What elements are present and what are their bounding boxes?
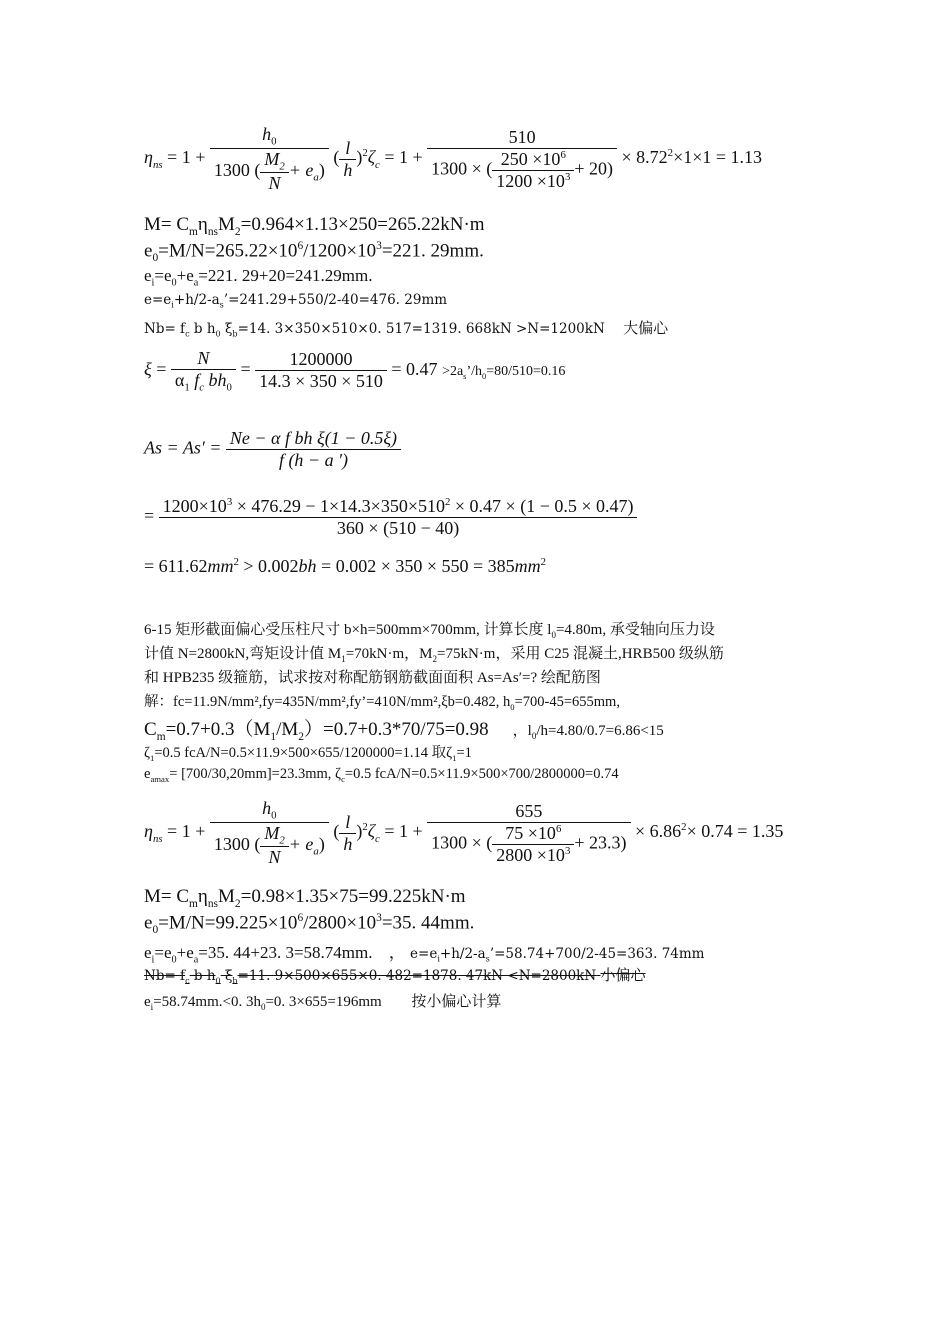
e02-sub: 0 xyxy=(152,924,159,937)
ei-mid: =e xyxy=(154,266,172,285)
xi-cmp-tail: ’/h xyxy=(466,363,482,379)
xi-fraction-2 xyxy=(255,349,387,392)
problem-p4-sub: 0 xyxy=(510,701,515,712)
nb-sub-b: b xyxy=(232,328,238,339)
problem-p7-tail2: =0.5 fcA/N=0.5×11.9×500×700/2800000=0.74 xyxy=(344,766,619,782)
problem-line-6 xyxy=(144,741,472,763)
xi-f2-den: 14.3 × 350 × 510 xyxy=(255,370,387,392)
nb-note: 大偏心 xyxy=(623,319,669,337)
e0-sup2: 3 xyxy=(376,240,382,252)
eq2-one-plus: = 1 + xyxy=(167,821,206,842)
problem-p6-sub: 1 xyxy=(150,752,155,763)
as-line3-mm: mm xyxy=(207,556,234,576)
eq2-frac-num: h xyxy=(262,798,272,818)
problem-p5-sub3: 2 xyxy=(298,730,304,743)
eq2-fraction-h0 xyxy=(210,798,329,868)
as-equation xyxy=(144,428,401,471)
nb2-sub-c: c xyxy=(185,975,190,986)
fraction-510 xyxy=(427,127,617,192)
l-num: l xyxy=(345,137,351,158)
numeric-inner-fraction xyxy=(492,149,574,192)
problem-p7: e xyxy=(144,766,151,782)
e-line-pre: e=e xyxy=(144,292,172,308)
eq2-inner-fraction-m-n xyxy=(260,823,288,869)
e2-mid: +h/2-a xyxy=(439,946,486,962)
eq2-frac-den-c: ) xyxy=(318,833,325,854)
xi-f1-den: α xyxy=(174,370,185,390)
e-line-2 xyxy=(410,946,704,962)
e0-pre: e xyxy=(144,240,153,262)
eq2-inner-den: N xyxy=(260,846,288,868)
fraction-h0-over-1300 xyxy=(210,124,329,194)
e-line-tail: ’=241.29+550/2-40=476. 29mm xyxy=(223,292,448,308)
inner-num-2: 250 ×10 xyxy=(500,148,561,169)
eq-one-plus-2: = 1 + xyxy=(384,147,423,168)
as-line3-b: > 0.002 xyxy=(238,556,299,576)
m-eta-sub: ns xyxy=(207,225,218,238)
eq2-frac-den-a: 1300 ( xyxy=(213,833,261,854)
frac-den-b-sub: a xyxy=(313,171,319,184)
problem-p5-mid: =0.7+0.3（M xyxy=(165,719,271,740)
last-sub-i: i xyxy=(150,1002,154,1012)
nb-line-1 xyxy=(144,317,668,339)
xi-equation xyxy=(144,348,565,394)
as-line3-bh: bh xyxy=(298,556,317,576)
as-line2-num-c: × 0.47 × (1 − 0.5 × 0.47) xyxy=(450,496,634,516)
problem-line-4 xyxy=(144,690,620,712)
ei2-mid-sub: 0 xyxy=(171,954,177,966)
problem-p4: 解：fc=11.9N/mm²,fy=435N/mm²,fy’=410N/mm²,ξb=0.482, h xyxy=(144,694,511,710)
e2-tail: ’=58.74+700/2-45=363. 74mm xyxy=(489,946,705,962)
as-line2-eq: = xyxy=(144,505,155,526)
ei-line-1 xyxy=(144,266,373,288)
last-tail: =58.74mm.<0. 3h xyxy=(153,994,261,1010)
last-sub: 0 xyxy=(260,1002,266,1012)
xi-result: = 0.47 xyxy=(391,358,438,379)
e2-mid-sub: s xyxy=(485,953,490,964)
nb-sub-0: 0 xyxy=(215,328,221,339)
xi-compare xyxy=(442,364,565,379)
eq2-inner-num-sub: 2 xyxy=(279,834,285,847)
as-line2-fraction xyxy=(159,496,638,539)
eta-equation-2 xyxy=(144,798,783,868)
m-line-sub: m xyxy=(189,225,198,238)
last-tail2: =0. 3×655=196mm xyxy=(265,994,382,1010)
eq2-numeric-den-b: + 23.3) xyxy=(574,832,627,853)
numeric-den-a: 1300 × ( xyxy=(431,158,493,179)
xi-f1-den-f-sub: c xyxy=(199,381,205,394)
eq2-fraction-l-over-h xyxy=(339,812,356,855)
nb-b: b h xyxy=(189,321,216,337)
eq2-inner-num-2-sup: 6 xyxy=(555,822,562,835)
eq-one-plus: = 1 + xyxy=(167,147,206,168)
frac-den-b: + e xyxy=(288,159,314,180)
last-pre: e xyxy=(144,994,151,1010)
eta-subscript: ns xyxy=(152,158,163,171)
problem-p1-tail: =4.80m, 承受轴向压力设 xyxy=(555,622,715,638)
inner-den-2-sup: 3 xyxy=(564,170,571,183)
as-den: f (h − a ′) xyxy=(226,449,401,471)
problem-p2-mid: =70kN·m，M xyxy=(345,646,433,662)
m-eta: η xyxy=(197,214,208,235)
as-line2-num-sup: 3 xyxy=(226,496,233,508)
nb-tail: =14. 3×350×510×0. 517=1319. 668kN >N=1200kN xyxy=(237,321,605,337)
eq2-inner-den-2-sup: 3 xyxy=(564,844,571,857)
problem-p7-sub: a xyxy=(150,773,155,784)
problem-p5: C xyxy=(144,719,157,740)
eta-symbol: η xyxy=(144,147,153,168)
frac-den-c: ) xyxy=(318,159,325,180)
eta-equation-1 xyxy=(144,124,762,194)
ei2-sub: i xyxy=(151,954,155,966)
fraction-l-over-h xyxy=(339,138,356,181)
e02-sup2: 3 xyxy=(376,912,382,924)
m2-tail: =0.98×1.35×75=99.225kN·m xyxy=(240,886,466,907)
m2-sub: m xyxy=(189,897,198,910)
e0-line-1 xyxy=(144,240,484,264)
zeta-symbol: ζ xyxy=(367,147,376,168)
xi-eq-2: = xyxy=(240,358,251,379)
eq2-numeric-num: 655 xyxy=(515,800,543,821)
xi-f1-num: N xyxy=(197,348,210,368)
m2-pre: M= C xyxy=(144,886,190,907)
ei-plus: +e xyxy=(176,266,194,285)
problem-p5-mid2: /M xyxy=(276,719,299,740)
square-sup: 2 xyxy=(362,147,368,160)
m-line-2 xyxy=(144,886,466,910)
nb2-sub-b: b xyxy=(232,975,238,986)
eta2-subscript: ns xyxy=(152,832,163,845)
e-line-1 xyxy=(144,292,447,310)
as-fraction xyxy=(226,428,401,471)
problem-p6-sub2: 1 xyxy=(452,752,457,763)
eq2-inner-num-2: 75 ×10 xyxy=(505,822,556,843)
problem-line-3 xyxy=(144,666,601,687)
ei-pre: e xyxy=(144,266,152,285)
ei2-mid: =e xyxy=(154,943,172,962)
ei-mid-sub: 0 xyxy=(171,277,177,289)
as-line2-num-b: × 476.29 − 1×14.3×350×510 xyxy=(232,496,445,516)
eq2-one-plus-2: = 1 + xyxy=(384,821,423,842)
ei-plus-sub: a xyxy=(193,277,199,289)
eq-tail-sup: 2 xyxy=(667,147,674,160)
e0-line-2 xyxy=(144,912,474,936)
m-line-pre: M= C xyxy=(144,214,190,235)
problem-line-2 xyxy=(144,642,724,664)
nb-xi: ξ xyxy=(220,321,233,337)
eq2-tail-end: × 0.74 = 1.35 xyxy=(686,821,784,842)
zeta-sub: c xyxy=(375,158,380,171)
eta2-symbol: η xyxy=(144,821,153,842)
problem-p1: 6-15 矩形截面偏心受压柱尺寸 b×h=500mm×700mm, 计算长度 l xyxy=(144,622,552,638)
eq2-l-num: l xyxy=(345,811,351,832)
problem-p4-tail: =700-45=655mm, xyxy=(514,694,620,710)
inner-num: M xyxy=(264,148,280,169)
numeric-den-b: + 20) xyxy=(574,158,613,179)
problem-p7-tail: = [700/30,20mm]=23.3mm, ζ xyxy=(169,766,342,782)
eq-tail-end: ×1×1 = 1.13 xyxy=(673,147,763,168)
problem-line-7 xyxy=(144,766,619,784)
frac-num-sub: 0 xyxy=(271,135,277,148)
xi-f1-den-bh: bh xyxy=(208,370,227,390)
nb2-sub-0: 0 xyxy=(215,975,221,986)
problem-p5-comma: ，l xyxy=(512,723,532,739)
frac-den-a: 1300 ( xyxy=(213,159,261,180)
eq2-paren-open: ( xyxy=(333,821,340,842)
eq2-h-den: h xyxy=(339,833,356,855)
e-line-mid: +h/2-a xyxy=(173,292,220,308)
problem-p5-sub4: 0 xyxy=(531,731,537,741)
e02-tail3: =35. 44mm. xyxy=(381,912,475,934)
paren-close: ) xyxy=(356,147,363,168)
problem-p2-tail: =75kN·m，采用 C25 混凝土,HRB500 级纵筋 xyxy=(437,646,724,662)
xi-symbol: ξ xyxy=(144,358,152,379)
last-note: 按小偏心计算 xyxy=(411,994,502,1010)
e0-tail2: /1200×10 xyxy=(303,240,377,262)
ei2-plus-sub: a xyxy=(193,954,199,966)
xi-cmp-sub: s xyxy=(463,371,467,381)
ei2-plus: +e xyxy=(176,943,194,962)
m2-rest: M xyxy=(218,886,235,907)
as-line3-sup2: 2 xyxy=(540,556,547,568)
problem-line-5 xyxy=(144,714,664,743)
as-line3-c: = 0.002 × 350 × 550 = 385 xyxy=(316,556,515,576)
eq2-frac-den-b-sub: a xyxy=(313,845,319,858)
inner-num-2-sup: 6 xyxy=(560,148,566,161)
eq2-tail: × 6.86 xyxy=(635,821,682,842)
ei2-comma: ， xyxy=(388,943,406,962)
as-line3-a: = 611.62 xyxy=(144,556,208,576)
e-line-mid-sub: s xyxy=(219,299,224,310)
inner-den-2: 1200 ×10 xyxy=(496,170,565,191)
problem-p7-sub2: max xyxy=(154,773,170,784)
problem-p5-tail2: /h=4.80/0.7=6.86<15 xyxy=(536,723,664,739)
problem-p7-sub3: c xyxy=(341,773,345,784)
m-tail: =0.964×1.13×250=265.22kN·m xyxy=(240,214,485,235)
as-line2-den: 360 × (510 − 40) xyxy=(159,517,638,539)
inner-num-sub: 2 xyxy=(279,160,285,173)
nb2-pre: Nb= f xyxy=(144,968,186,984)
xi-f2-num: 1200000 xyxy=(289,349,353,370)
problem-p1-sub: 0 xyxy=(551,630,556,640)
problem-p5-sub: m xyxy=(156,730,166,743)
xi-f1-den-f: f xyxy=(194,370,200,390)
ei2-pre: e xyxy=(144,943,152,962)
e0-sup: 6 xyxy=(297,240,304,252)
problem-p6-tail: =0.5 fcA/N=0.5×11.9×500×655/1200000=1.14 取ζ xyxy=(154,745,453,761)
m2-eta: η xyxy=(197,886,208,907)
e2-sub: i xyxy=(437,953,440,964)
e02-tail: =M/N=99.225×10 xyxy=(158,912,298,934)
e2-pre: e=e xyxy=(410,946,438,962)
e02-sup: 6 xyxy=(297,912,304,924)
eq-tail: × 8.72 xyxy=(621,147,668,168)
xi-f1-den-bh-sub: 0 xyxy=(226,381,232,394)
as-line2-num-a: 1200×10 xyxy=(162,496,227,516)
m-rest: M xyxy=(218,214,235,235)
nb2-tail: =11. 9×500×655×0. 482=1878. 47kN <N=2800kN xyxy=(237,968,597,984)
m2-eta-sub: ns xyxy=(207,897,218,910)
as-lhs: As = As′ = xyxy=(144,437,222,458)
eq2-paren-close: ) xyxy=(356,821,363,842)
last-line xyxy=(144,990,501,1012)
xi-eq: = xyxy=(156,358,167,379)
eq2-zeta-sub: c xyxy=(375,832,380,845)
m2-rest-sub: 2 xyxy=(234,897,241,910)
as-equation-line-3 xyxy=(144,556,546,577)
m-rest-sub: 2 xyxy=(234,225,241,238)
frac-num: h xyxy=(262,124,272,144)
e0-tail3: =221. 29mm. xyxy=(381,240,484,262)
e-line-sub: i xyxy=(171,299,174,310)
nb2-xi: ξ xyxy=(220,968,233,984)
as-line3-sup: 2 xyxy=(233,556,239,568)
xi-fraction-1 xyxy=(171,348,236,394)
h-den: h xyxy=(339,159,356,181)
eq2-inner-num: M xyxy=(264,822,280,843)
eq2-tail-sup: 2 xyxy=(681,821,687,834)
as-num: Ne − α f bh ξ(1 − 0.5ξ) xyxy=(229,428,398,448)
nb-pre: Nb= f xyxy=(144,321,186,337)
xi-cmp-tail2: =80/510=0.16 xyxy=(486,363,566,379)
eq2-fraction-655 xyxy=(427,801,630,866)
xi-cmp: >2a xyxy=(442,363,464,379)
eq2-numeric-inner-fraction xyxy=(492,823,574,866)
problem-p5-sub2: 1 xyxy=(270,730,277,743)
as-line2-num-sup2: 2 xyxy=(444,496,451,508)
e02-tail2: /2800×10 xyxy=(303,912,377,934)
problem-p2-sub2: 2 xyxy=(432,654,438,664)
ei-sub: i xyxy=(151,277,155,289)
e02-pre: e xyxy=(144,912,153,934)
inner-fraction-m-n xyxy=(260,149,288,195)
eq2-frac-den-b: + e xyxy=(288,833,314,854)
m-line-1 xyxy=(144,214,485,238)
problem-p3: 和 HPB235 级箍筋，试求按对称配筋钢筋截面面积 As=As′=? 绘配筋图 xyxy=(144,670,601,686)
problem-p2-sub: 1 xyxy=(341,654,346,664)
eq2-square-sup: 2 xyxy=(362,821,368,834)
nb2-note: 小偏心 xyxy=(600,966,646,984)
nb2-b: b h xyxy=(189,968,216,984)
nb-line-2 xyxy=(144,964,646,986)
problem-line-1 xyxy=(144,618,715,640)
problem-p2: 计值 N=2800kN,弯矩设计值 M xyxy=(144,646,342,662)
ei-line-2 xyxy=(144,938,704,965)
as-line3-mm2: mm xyxy=(514,556,541,576)
xi-cmp-sub2: 0 xyxy=(482,371,487,381)
eq2-zeta: ζ xyxy=(367,821,376,842)
eq2-numeric-den-a: 1300 × ( xyxy=(431,832,493,853)
problem-p5-tail: ）=0.7+0.3*70/75=0.98 xyxy=(303,719,489,740)
problem-p6: ζ xyxy=(144,745,151,761)
inner-den: N xyxy=(260,172,288,194)
ei-tail: =221. 29+20=241.29mm. xyxy=(198,266,373,285)
paren-open: ( xyxy=(333,147,340,168)
e0-tail: =M/N=265.22×10 xyxy=(158,240,298,262)
eq2-frac-num-sub: 0 xyxy=(271,809,277,822)
ei2-tail: =35. 44+23. 3=58.74mm. xyxy=(198,943,373,962)
xi-f1-den-sub: 1 xyxy=(184,381,190,394)
nb-sub-c: c xyxy=(185,328,190,339)
as-equation-line-2 xyxy=(144,496,637,539)
problem-p6-tail2: =1 xyxy=(456,745,472,761)
numeric-num: 510 xyxy=(508,126,536,147)
eq2-inner-den-2: 2800 ×10 xyxy=(496,844,565,865)
e0-sub: 0 xyxy=(152,252,159,265)
